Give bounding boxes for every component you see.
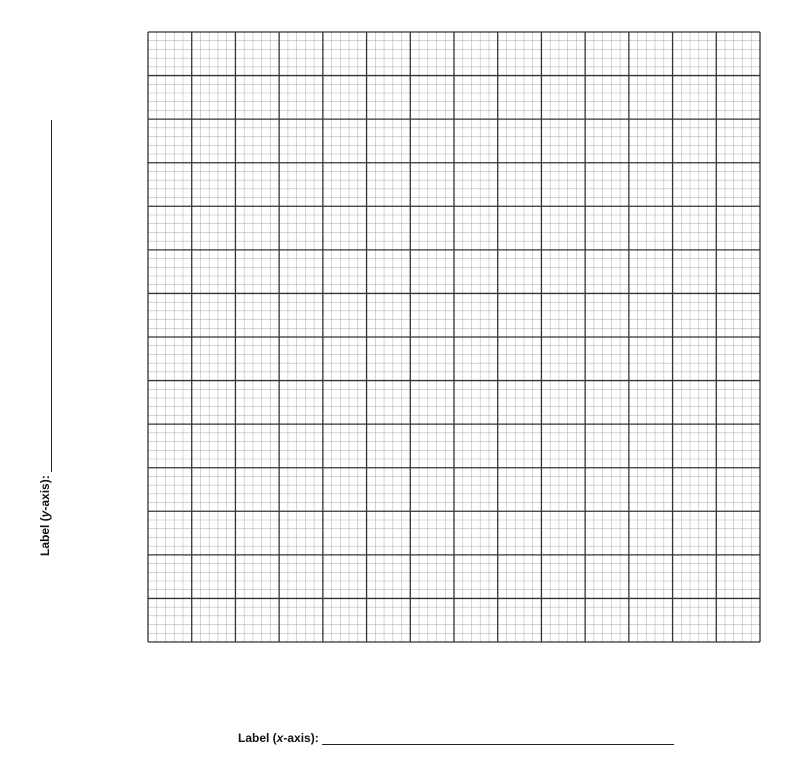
x-axis-label: Label (x-axis): bbox=[238, 731, 319, 745]
x-axis-label-area bbox=[238, 731, 674, 745]
y-axis-label: Label (y-axis): bbox=[38, 475, 52, 556]
y-axis-label-blank-line[interactable] bbox=[40, 120, 52, 472]
graph-paper-grid bbox=[147, 31, 761, 643]
x-axis-label-blank-line[interactable] bbox=[322, 733, 674, 745]
y-axis-label-area bbox=[30, 120, 60, 556]
